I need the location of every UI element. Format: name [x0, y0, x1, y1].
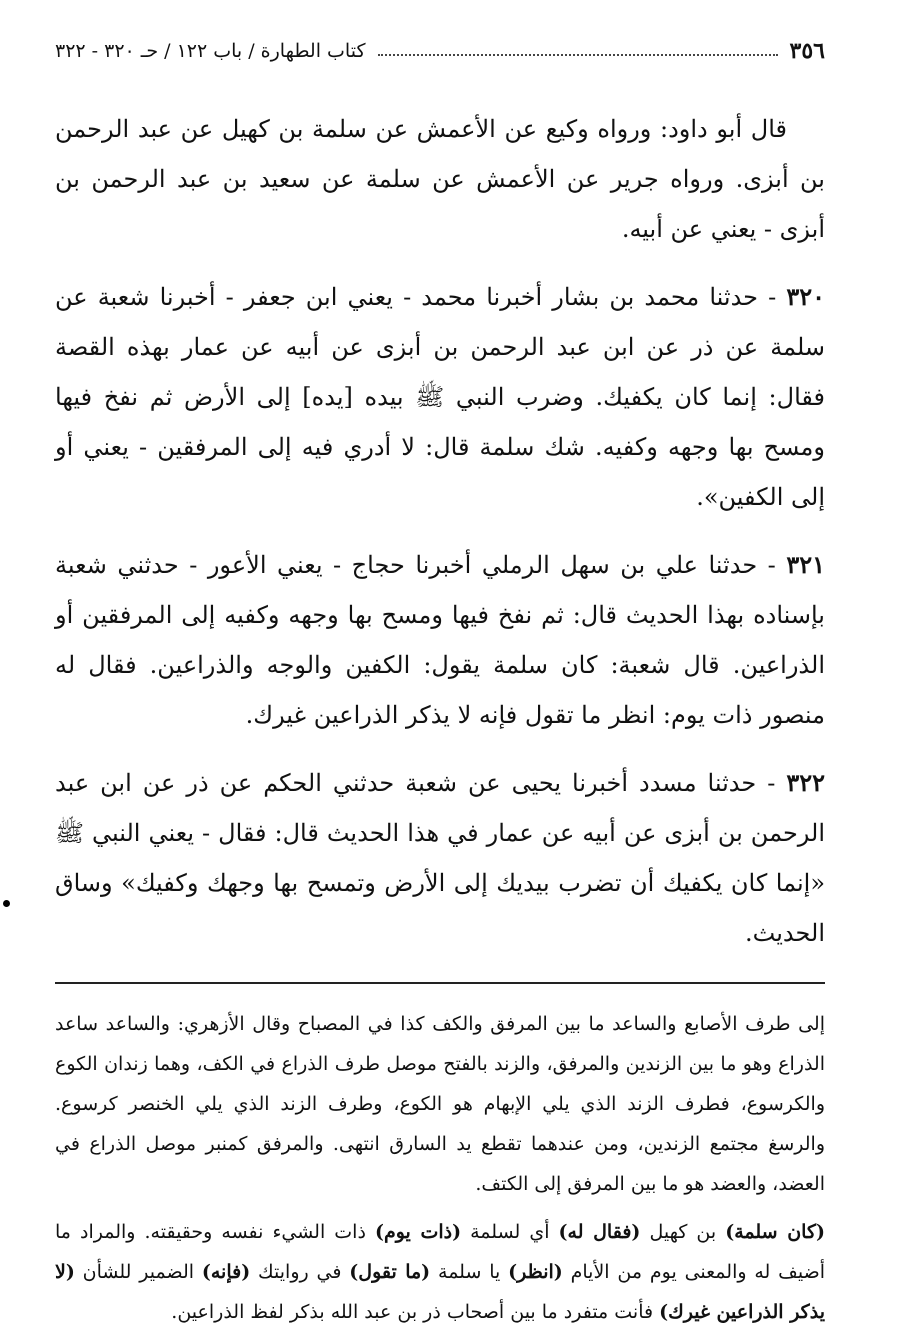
scan-mark — [3, 900, 10, 907]
hadith-number: ٣٢٠ — [786, 282, 825, 311]
main-text — [55, 104, 825, 958]
gloss: فأنت متفرد ما بين أصحاب ذر بن عبد الله بذكر لفظ الذراعين. — [171, 1301, 660, 1323]
hadith-text: - حدثنا علي بن سهل الرملي أخبرنا حجاج - يعني الأعور - حدثني شعبة بإسناده بهذا الحديث قال: ثم نفخ فيها ومسح بها وجهه وكفيه إلى المرفقين أو الذراعين. قال شعبة: كان سلمة يقول: الكفين والوجه والذراعين. فقال له منصور ذات يوم: انظر ما تقول فإنه لا يذكر الذراعين غيرك. — [55, 551, 825, 729]
term: (كان سلمة) — [725, 1221, 826, 1243]
running-header — [55, 34, 825, 68]
hadith-321 — [55, 540, 825, 740]
footnote-divider — [55, 982, 825, 984]
term: (لا يذكر الذراعين غيرك) — [55, 1261, 825, 1323]
intro-paragraph: قال أبو داود: ورواه وكيع عن الأعمش عن سلمة بن كهيل عن عبد الرحمن بن أبزى. ورواه جرير عن الأعمش عن سلمة عن سعيد بن عبد الرحمن بن أبزى - يعني عن أبيه. — [55, 115, 825, 243]
gloss: في روايتك — [250, 1261, 350, 1283]
term: (فإنه) — [201, 1261, 251, 1283]
hadith-322 — [55, 758, 825, 958]
footnotes — [55, 1004, 825, 1332]
header-dots — [378, 54, 778, 56]
book-title: كتاب الطهارة / باب ١٢٢ / — [164, 40, 366, 62]
hadith-range: حـ ٣٢٠ - ٣٢٢ — [55, 40, 159, 62]
footnote-2 — [55, 1212, 825, 1332]
hadith-number: ٣٢٢ — [786, 768, 825, 797]
hadith-number: ٣٢١ — [786, 550, 825, 579]
hadith-320 — [55, 272, 825, 522]
term: (انظر) — [508, 1261, 563, 1283]
term: (ما تقول) — [349, 1261, 431, 1283]
book-page — [55, 34, 825, 1340]
page-number: ٣٥٦ — [789, 38, 825, 64]
gloss: الضمير للشأن — [74, 1261, 202, 1283]
hadith-text: - حدثنا محمد بن بشار أخبرنا محمد - يعني ابن جعفر - أخبرنا شعبة عن سلمة عن ذر عن ابن عبد الرحمن بن أبزى عن أبيه عن عمار بهذه القصة فقال: إنما كان يكفيك. وضرب النبي ﷺ بيده [يده] إلى الأرض ثم نفخ فيها ومسح بها وجهه وكفيه. شك سلمة قال: لا أدري فيه إلى المرفقين - يعني أو إلى الكفين». — [55, 283, 825, 511]
hadith-text: - حدثنا مسدد أخبرنا يحيى عن شعبة حدثني الحكم عن ذر عن ابن عبد الرحمن بن أبزى عن أبيه عن عمار في هذا الحديث قال: فقال - يعني النبي ﷺ «إنما كان يكفيك أن تضرب بيديك إلى الأرض وتمسح بها وجهك وكفيك» وساق الحديث. — [55, 769, 826, 947]
footnote-1: إلى طرف الأصابع والساعد ما بين المرفق والكف كذا في المصباح وقال الأزهري: والساعد ساعد الذراع وهو ما بين الزندين والمرفق، والزند بالفتح موصل طرف الذراع في الكف، وهما زندان الكوع والكرسوع، فطرف الزند الذي يلي الإبهام هو الكوع، وطرف الزند الذي يلي الخنصر كرسوع. والرسغ مجتمع الزندين، ومن عندهما تقطع يد السارق انتهى. والمرفق كمنبر موصل الذراع في العضد، والعضد هو ما بين المرفق إلى الكتف. — [55, 1013, 825, 1195]
gloss: يا سلمة — [430, 1261, 509, 1283]
gloss: ذات الشيء نفسه وحقيقته. والمراد ما أضيف له والمعنى يوم من الأيام — [55, 1221, 825, 1283]
gloss: بن كهيل — [640, 1221, 726, 1243]
gloss: أي لسلمة — [461, 1221, 559, 1243]
term: (فقال له) — [558, 1221, 641, 1243]
term: (ذات يوم) — [374, 1221, 462, 1243]
